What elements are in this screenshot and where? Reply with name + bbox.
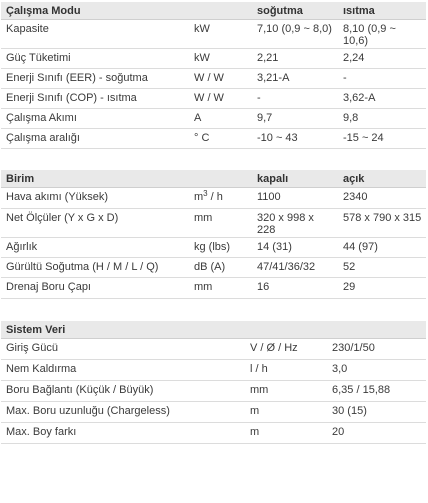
row-label: Nem Kaldırma <box>1 360 245 381</box>
table-row <box>1 360 426 381</box>
unit-suffix: / h <box>207 191 223 203</box>
row-label: Çalışma Akımı <box>1 109 189 129</box>
row-label: Gürültü Soğutma (H / M / L / Q) <box>1 258 189 278</box>
table-row <box>1 209 426 238</box>
table-row <box>1 238 426 258</box>
row-unit: m <box>245 402 327 423</box>
table-header <box>1 170 426 188</box>
table-header <box>1 2 426 20</box>
header-cell: Çalışma Modu <box>1 2 189 20</box>
row-unit: W / W <box>189 89 252 109</box>
table-row <box>1 278 426 299</box>
table-row <box>1 109 426 129</box>
row-label: Max. Boy farkı <box>1 423 245 444</box>
row-label: Enerji Sınıfı (EER) - soğutma <box>1 69 189 89</box>
row-unit: dB (A) <box>189 258 252 278</box>
unit-superscript: 3 <box>203 189 208 198</box>
section-gap <box>1 299 426 321</box>
header-cell <box>327 321 426 339</box>
row-value: 9,7 <box>252 109 338 129</box>
table-header <box>1 321 426 339</box>
table-row <box>1 20 426 49</box>
header-cell <box>189 170 252 188</box>
row-label: Max. Boru uzunluğu (Chargeless) <box>1 402 245 423</box>
row-value: 8,10 (0,9 ~ 10,6) <box>338 20 426 49</box>
row-value: 320 x 998 x 228 <box>252 209 338 238</box>
row-value: 2,24 <box>338 49 426 69</box>
header-cell: ısıtma <box>338 2 426 20</box>
row-label: Giriş Gücü <box>1 339 245 360</box>
row-value: 20 <box>327 423 426 444</box>
system-data-table <box>1 321 426 444</box>
unit-base: m <box>194 191 204 203</box>
spec-sheet <box>1 2 426 444</box>
row-unit: mm <box>189 209 252 238</box>
row-unit: ° C <box>189 129 252 149</box>
row-value: - <box>252 89 338 109</box>
row-label: Hava akımı (Yüksek) <box>1 188 189 209</box>
row-value: 1100 <box>252 188 338 209</box>
header-cell: Sistem Veri <box>1 321 245 339</box>
operating-mode-table <box>1 2 426 149</box>
unit-table <box>1 170 426 299</box>
table-row <box>1 423 426 444</box>
row-unit: kW <box>189 49 252 69</box>
row-unit: m <box>245 423 327 444</box>
table-row <box>1 89 426 109</box>
row-value: 47/41/36/32 <box>252 258 338 278</box>
row-value: -10 ~ 43 <box>252 129 338 149</box>
table-row <box>1 339 426 360</box>
row-unit: kg (lbs) <box>189 238 252 258</box>
section-gap <box>1 149 426 170</box>
row-label: Ağırlık <box>1 238 189 258</box>
row-value: 230/1/50 <box>327 339 426 360</box>
row-value: - <box>338 69 426 89</box>
table-row <box>1 381 426 402</box>
row-unit: mm <box>189 278 252 299</box>
table-row <box>1 188 426 209</box>
row-value: 3,62-A <box>338 89 426 109</box>
row-unit: mm <box>245 381 327 402</box>
header-cell: Birim <box>1 170 189 188</box>
table-row <box>1 402 426 423</box>
row-value: -15 ~ 24 <box>338 129 426 149</box>
row-value: 3,0 <box>327 360 426 381</box>
row-label: Çalışma aralığı <box>1 129 189 149</box>
row-value: 29 <box>338 278 426 299</box>
row-value: 3,21-A <box>252 69 338 89</box>
row-unit <box>189 188 252 209</box>
table-row <box>1 69 426 89</box>
header-cell: kapalı <box>252 170 338 188</box>
row-value: 6,35 / 15,88 <box>327 381 426 402</box>
row-unit: V / Ø / Hz <box>245 339 327 360</box>
row-value: 30 (15) <box>327 402 426 423</box>
row-label: Boru Bağlantı (Küçük / Büyük) <box>1 381 245 402</box>
header-cell: soğutma <box>252 2 338 20</box>
row-value: 14 (31) <box>252 238 338 258</box>
row-value: 52 <box>338 258 426 278</box>
row-value: 16 <box>252 278 338 299</box>
row-label: Net Ölçüler (Y x G x D) <box>1 209 189 238</box>
row-value: 44 (97) <box>338 238 426 258</box>
header-cell: açık <box>338 170 426 188</box>
row-value: 9,8 <box>338 109 426 129</box>
row-value: 7,10 (0,9 ~ 8,0) <box>252 20 338 49</box>
row-unit: W / W <box>189 69 252 89</box>
row-label: Drenaj Boru Çapı <box>1 278 189 299</box>
table-row <box>1 258 426 278</box>
row-label: Enerji Sınıfı (COP) - ısıtma <box>1 89 189 109</box>
row-unit: kW <box>189 20 252 49</box>
row-unit: l / h <box>245 360 327 381</box>
row-value: 2,21 <box>252 49 338 69</box>
row-value: 2340 <box>338 188 426 209</box>
header-cell <box>189 2 252 20</box>
header-cell <box>245 321 327 339</box>
table-row <box>1 49 426 69</box>
row-label: Güç Tüketimi <box>1 49 189 69</box>
table-row <box>1 129 426 149</box>
row-label: Kapasite <box>1 20 189 49</box>
row-unit: A <box>189 109 252 129</box>
row-value: 578 x 790 x 315 <box>338 209 426 238</box>
